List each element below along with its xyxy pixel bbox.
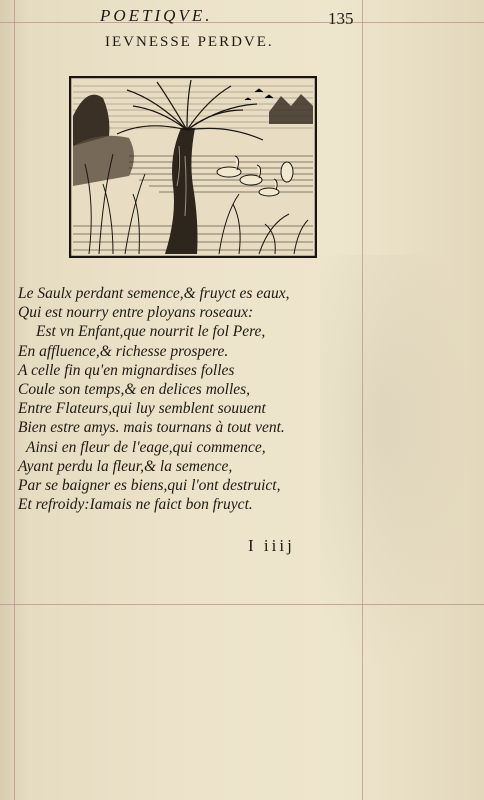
verse-line: Ayant perdu la fleur,& la semence, [18,457,233,475]
emblem-title: IEVNESSE PERDVE. [105,34,274,50]
verse-line: Qui est nourry entre ployans roseaux: [18,304,254,322]
verse-line: Bien estre amys. mais tournans à tout vent. [18,419,285,437]
right-margin-rule [362,0,363,800]
running-head: POETIQVE. [100,6,213,25]
verse-line: Par se baigner es biens,qui l'ont destruict, [18,477,281,495]
emblem-verse [18,284,348,514]
signature-mark: I iiij [248,536,295,555]
left-margin-rule [14,0,15,800]
verse-line: En affluence,& richesse prospere. [18,342,229,360]
verse-line: Ainsi en fleur de l'eage,qui commence, [26,438,266,456]
verse-line: Est vn Enfant,que nourrit le fol Pere, [36,323,266,341]
top-ruled-line [0,22,484,23]
page-number: 135 [328,9,354,28]
verse-line: Le Saulx perdant semence,& fruyct es eaux, [18,285,290,302]
woodcut-illustration-icon [69,76,317,258]
bottom-ruled-line [0,604,484,605]
verse-line: Et refroidy:Iamais ne faict bon fruyct. [18,496,253,514]
verse-line: A celle fin qu'en mignardises folles [18,361,235,379]
verse-line: Entre Flateurs,qui luy semblent souuent [18,400,266,418]
verse-line: Coule son temps,& en delices molles, [18,381,251,399]
